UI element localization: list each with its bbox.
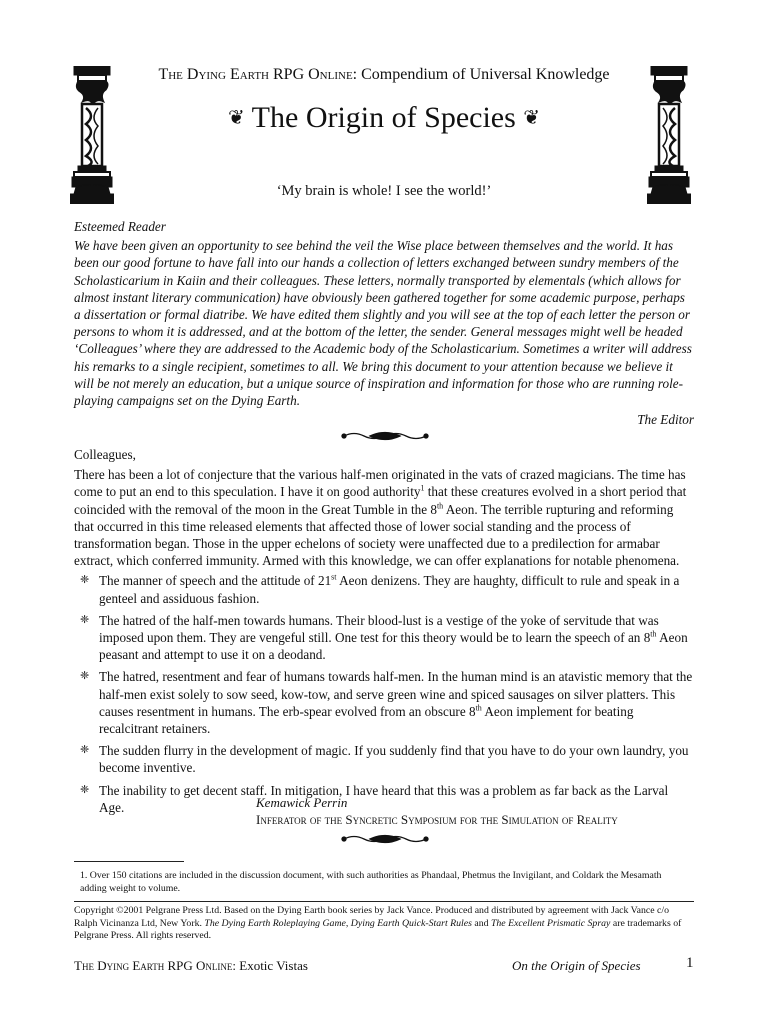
bullet-icon: ❈: [80, 783, 90, 796]
footer-series: The Dying Earth RPG Online: Exotic Vistas: [74, 958, 308, 973]
copyright-rule: [74, 901, 694, 902]
bullet-icon: ❈: [80, 613, 90, 626]
intro-salutation: Esteemed Reader: [74, 219, 166, 234]
letter-body: [74, 446, 694, 821]
title-ornament-left-icon: ❦: [227, 107, 245, 129]
signature-block: [256, 794, 618, 828]
list-item: ❈ The manner of speech and the attitude of 21st Aeon denizens. They are haughty, difficult to rule and speak in a genteel and assiduous fashion.: [80, 573, 680, 606]
phenomena-list: [74, 572, 694, 816]
divider-ornament-icon: [340, 430, 430, 442]
letter-paragraph: There has been a lot of conjecture that the various half-men originated in the vats of crazed magicians. The time has come to put an end to this speculation. I have it on good authority$^1$ that these creatures evolved in a short period that coincided with the removal of the moon in the Great Tumble in the 8th Aeon. The terrible rupturing and reforming that occurred in this time released elements that affected those of lower social standing and the process of transformation began. Those in the upper echelons of society were unaffected due to a predilection for armabar extract, which conferred immunity. Armed with this knowledge, we can offer explanations for notable phenomena.: [74, 467, 687, 569]
bullet-icon: ❈: [80, 574, 90, 587]
page-number: 1: [686, 955, 694, 971]
editor-intro: [74, 218, 694, 428]
left-pillar-ornament: [70, 66, 114, 204]
signature-title: Inferator of the Syncretic Symposium for the Simulation of Reality: [256, 812, 618, 827]
bullet-icon: ❈: [80, 670, 90, 683]
footer-title: On the Origin of Species: [512, 958, 641, 973]
series-subtitle: Compendium of Universal Knowledge: [361, 66, 610, 83]
footnote-ref: 1: [420, 484, 425, 494]
letter-greeting: Colleagues,: [74, 447, 136, 462]
intro-signoff: The Editor: [637, 412, 694, 428]
series-separator: :: [352, 66, 362, 83]
list-item: ❈ The sudden flurry in the development of magic. If you suddenly find that you have to do your own laundry, you become inventive.: [80, 743, 689, 776]
epigraph: ‘My brain is whole! I see the world!’: [276, 183, 492, 199]
intro-body: We have been given an opportunity to see behind the veil the Wise place between themselves and the world. It has been our good fortune to have fall into our hands a collection of letters exchanged between sundry members of the Scholasticarium in Kaiin and their colleagues. These letters, normally transported by elementals (which allows for almost instant literary communication) have obviously been gathered together for some academic purpose, perhaps a dissertation or formal diatribe. We have edited them slightly and you will see at the top of each letter the person or persons to whom it is addressed, and at the bottom of the letter, the sender. General messages might well be headed ‘Colleagues’ where they are addressed to the Academic body of the Scholasticarium. Sometimes a writer will address his remarks to a single recipient, sometimes to all. We bring this document to your attention because we believe it will be not merely an education, but a unique source of inspiration and information for those who are running role-playing campaigns set on the Dying Earth.: [74, 238, 692, 409]
footnote-rule: [74, 861, 184, 862]
list-item: ❈ The hatred, resentment and fear of humans towards half-men. In the human mind is an atavistic memory that the half-men exist solely to sow seed, kow-tow, and serve green wine and spiced sausages on silver platters. This causes resentment in humans. The erb-spear evolved from an obscure 8th Aeon implement for beating recalcitrant retainers.: [80, 669, 693, 737]
title-ornament-right-icon: ❦: [523, 107, 541, 129]
series-name: The Dying Earth RPG Online: [158, 66, 353, 83]
series-header: [130, 66, 638, 84]
copyright-notice: Copyright ©2001 Pelgrane Press Ltd. Based on the Dying Earth book series by Jack Vance. Produced and distributed by agreement with Jack Vance c/o Ralph Vicinanza Ltd, New York. The Dying Earth Roleplaying Game, Dying Earth Quick-Start Rules and The Excellent Prismatic Spray are trademarks of Pelgrane Press. All rights reserved.: [74, 905, 682, 941]
list-item: ❈ The inability to get decent staff. In mitigation, I have heard that this was a problem as far back as the Larval Age.: [80, 782, 669, 815]
footnote: 1. Over 150 citations are included in the discussion document, with such authorities as Phandaal, Phetmus the Invigilant, and Coldark the Mesamath adding weight to volume.: [80, 870, 662, 894]
title-text: The Origin of Species: [251, 101, 516, 134]
right-pillar-ornament: [647, 66, 691, 204]
list-item: ❈ The hatred of the half-men towards humans. Their blood-lust is a vestige of the yoke of servitude that was imposed upon them. They are vengeful still. One test for this theory would be to learn the speech of an 8th Aeon peasant and attempt to use it on a deodand.: [80, 612, 688, 663]
signature-name: Kemawick Perrin: [256, 795, 348, 810]
bullet-icon: ❈: [80, 744, 90, 757]
divider-ornament-icon: [340, 833, 430, 845]
page-title: [130, 101, 638, 135]
